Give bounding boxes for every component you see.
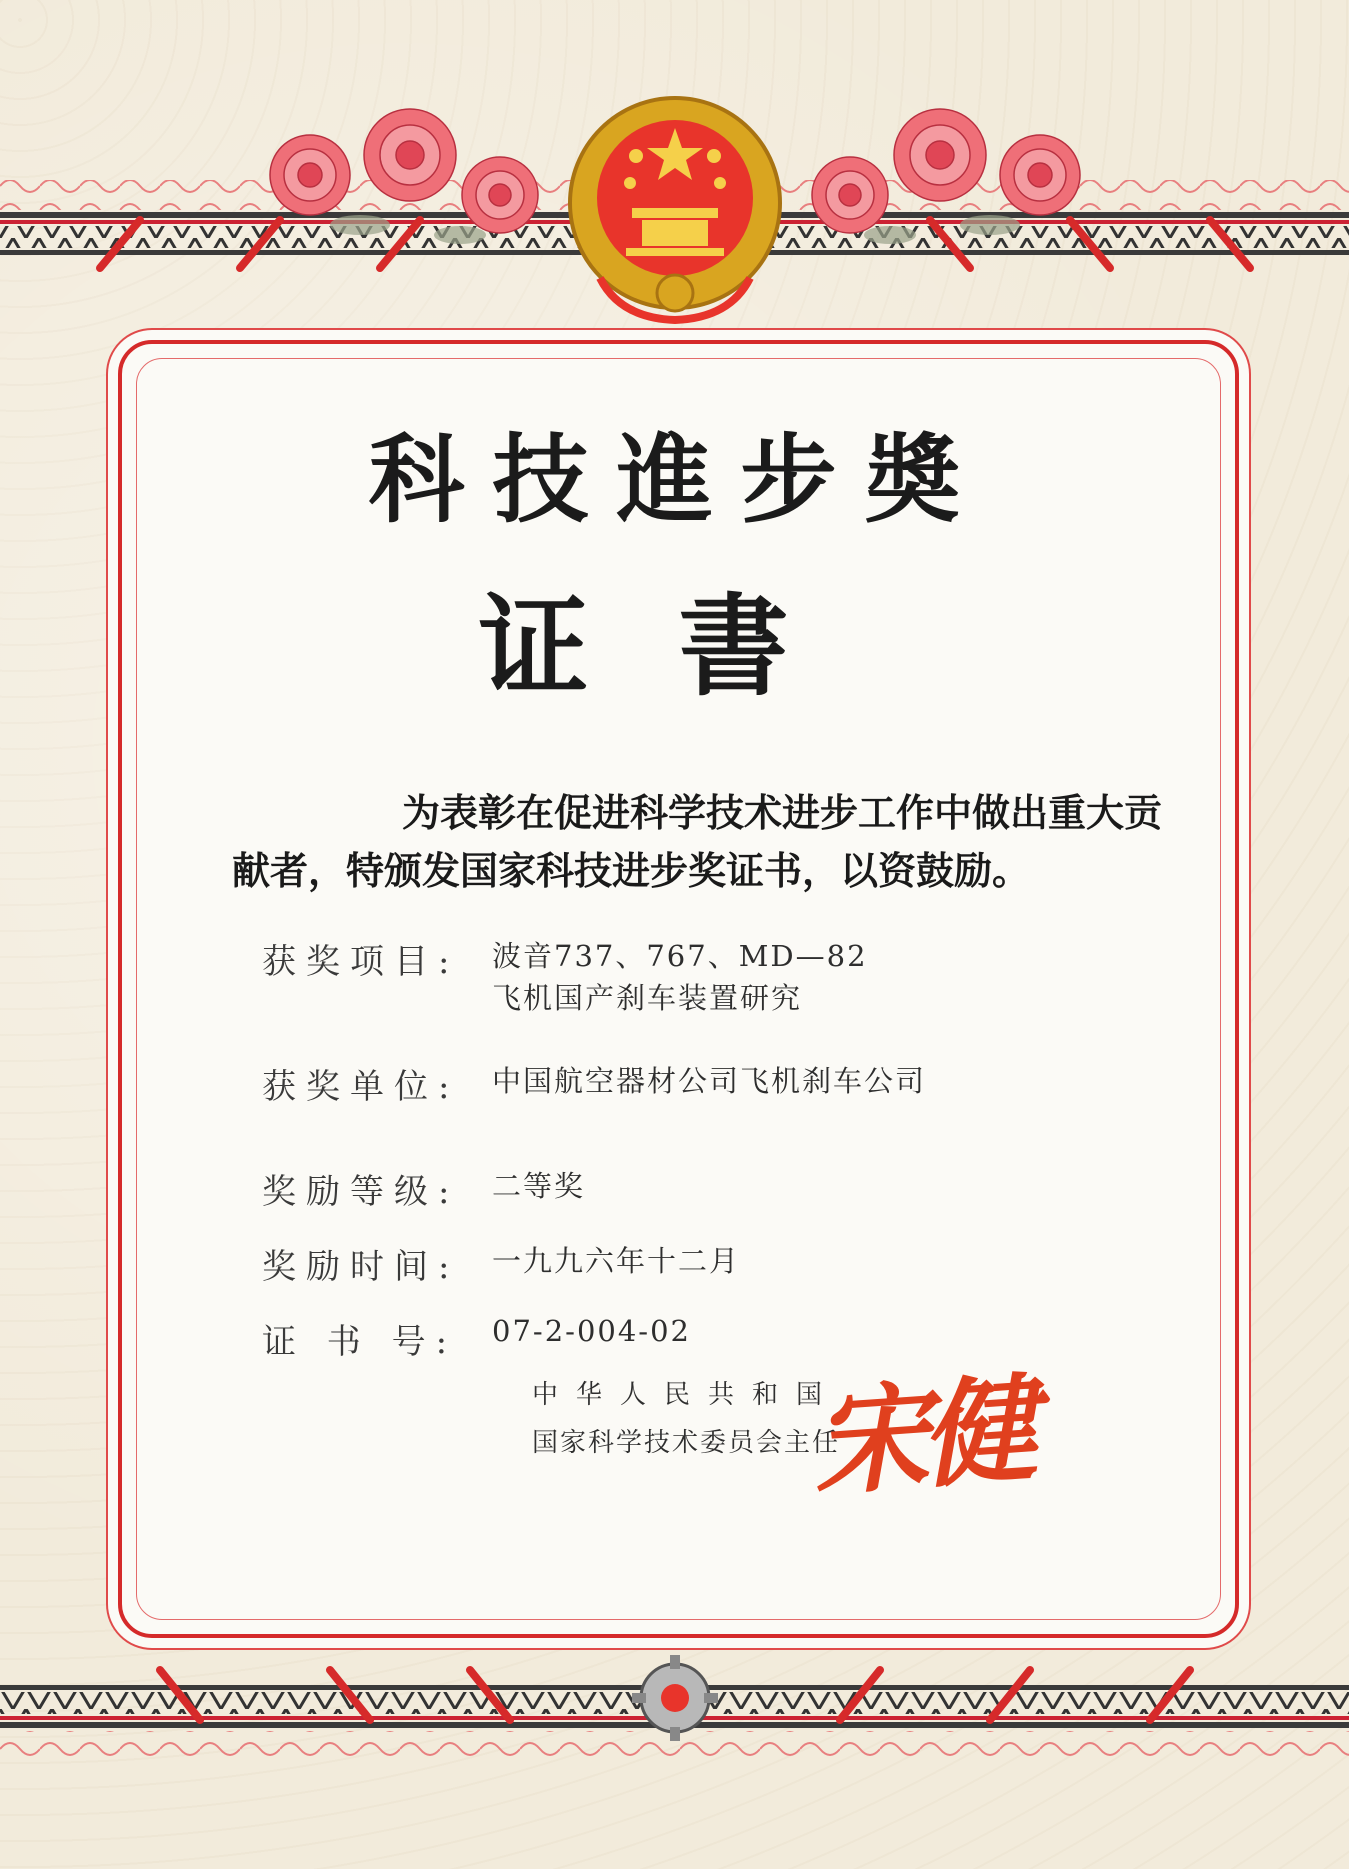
project-label: 获奖项目: [262, 942, 460, 982]
time-row [262, 1239, 740, 1288]
unit-row [262, 1059, 926, 1108]
grade-row [262, 1164, 585, 1213]
certificate-subtitle: 证書 [478, 582, 879, 711]
issuer-title: 国家科学技术委员会主任 [532, 1428, 841, 1458]
unit-label: 获奖单位: [262, 1067, 460, 1107]
time-label: 奖励时间: [262, 1247, 460, 1287]
time-value: 一九九六年十二月 [492, 1244, 741, 1278]
national-emblem-icon [560, 88, 790, 328]
unit-value: 中国航空器材公司飞机刹车公司 [492, 1064, 927, 1098]
certificate-title: 科技進步奬 [368, 423, 989, 536]
number-value: 07-2-004-02 [492, 1314, 692, 1348]
handwritten-signature: 宋健 [808, 1361, 1034, 1513]
rose-ornament-icon [790, 95, 1100, 265]
grade-label: 奖励等级: [262, 1172, 460, 1212]
number-row [262, 1314, 691, 1363]
number-label: 证 书 号: [262, 1322, 458, 1362]
rose-ornament-icon [250, 95, 560, 265]
certificate-frame [118, 340, 1239, 1638]
citation-text: 为表彰在促进科学技术进步工作中做出重大贡献者，特颁发国家科技进步奖证书，以资鼓励。 [232, 791, 1163, 893]
project-value-line1: 波音737、767、MD—82 [492, 939, 868, 973]
gear-emblem-icon [630, 1653, 720, 1743]
issuer-country: 中华人民共和国 [532, 1380, 841, 1410]
project-value-line2: 飞机国产刹车装置研究 [492, 981, 803, 1015]
project-row [262, 934, 868, 1015]
grade-value: 二等奖 [492, 1169, 586, 1203]
